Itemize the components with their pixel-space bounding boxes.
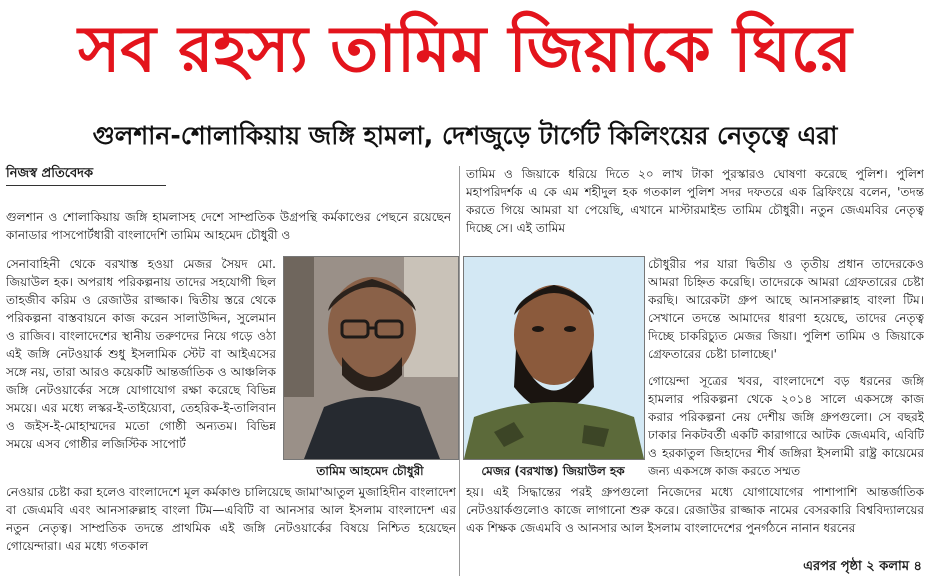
column2-right-text [648,255,924,373]
subheadline: গুলশান-শোলাকিয়ায় জঙ্গি হামলা, দেশজুড়ে টার্গেট কিলিংয়ের নেতৃত্বে এরা [92,121,838,150]
byline: নিজস্ব প্রতিবেদক [6,163,166,186]
column2-top-text [466,165,924,255]
column2-right-paragraph: চৌধুরীর পর যারা দ্বিতীয় ও তৃতীয় প্রধান তাদেরকেও আমরা চিহ্নিত করেছি। তাদেরকে আমরা গ্রেফতারের চেষ্টা করছি। আরেকটা গ্রুপ আছে আনসারুল্লাহ বাংলা টিম। সেখানে তদন্তে আমাদের ধারণা হয়েছে, তাদের নেতৃত্ব দিচ্ছে চাকরিচ্যুত মেজর জিয়া। পুলিশ তামিম ও জিয়াকে গ্রেফতারের চেষ্টা চালাচ্ছে।' [648,257,924,361]
column-divider [459,166,460,576]
column2-mid-text [648,372,924,480]
column1-top-text [6,208,451,254]
caption-tamim: তামিম আহমেদ চৌধুরী [316,464,424,478]
photo-ziaul [463,256,645,460]
column2-top-paragraph: তামিম ও জিয়াকে ধরিয়ে দিতে ২০ লাখ টাকা পুরস্কারও ঘোষণা করেছে পুলিশ। পুলিশ মহাপরিদর্শক এ কে এম শহীদুল হক গতকাল পুলিশ সদর দফতরে এক ব্রিফিংয়ে বলেন, 'তদন্ত করতে গিয়ে আমরা যা পেয়েছি, এখানে মাস্টারমাইন্ড তামিম চৌধুরী। নতুন জেএমবির নেতৃত্ব দিচ্ছে সে। এই তামিম [466,167,924,235]
headline: সব রহস্য তামিম জিয়াকে ঘিরে [78,13,852,87]
column2-mid-paragraph: গোয়েন্দা সূত্রের খবর, বাংলাদেশে বড় ধরনের জঙ্গি হামলার পরিকল্পনা থেকে ২০১৪ সালে একসঙ্গে কাজ করার পরিকল্পনা নেয় দেশীয় জঙ্গি গ্রুপগুলো। সে বছরই ঢাকার নিকটবর্তী একটি কারাগারে আটক জেএমবি, এবিটি ও হরকাতুল জিহাদের শীর্ষ জঙ্গিরা ইসলামী রাষ্ট্র কায়েমের জন্য একসঙ্গে কাজ করতে সম্মত [648,374,924,478]
caption-ziaul: মেজর (বরখাস্ত) জিয়াউল হক [481,464,625,478]
column2-bottom-paragraph: হয়। এই সিদ্ধান্তের পরই গ্রুপগুলো নিজেদের মধ্যে যোগাযোগের পাশাপাশি আন্তর্জাতিক নেটওয়ার্কগুলোও কাজে লাগানো শুরু করে। রেজাউর রাজ্জাক নামের বেসরকারি বিশ্ববিদ্যালয়ের এক শিক্ষক জেএমবি ও আনসার আল ইসলাম বাংলাদেশের পুনর্গঠনে নানান ধরনের [466,485,924,535]
column1-top-paragraph: গুলশান ও শোলাকিয়ায় জঙ্গি হামলাসহ দেশে সাম্প্রতিক উগ্রপন্থি কর্মকাণ্ডের পেছনে রয়েছেন কানাডার পাসপোর্টধারী বাংলাদেশি তামিম আহমেদ চৌধুরী ও [6,210,451,242]
photo-tamim [283,256,459,460]
column1-bottom-text [6,483,456,579]
column1-left-paragraph: সেনাবাহিনী থেকে বরখাস্ত হওয়া মেজর সৈয়দ মো. জিয়াউল হক। অপরাধ পরিকল্পনায় তাদের সহযোগী ছিল তাহজীব করিম ও রেজাউর রাজ্জাক। দ্বিতীয় স্তরে থেকে পরিকল্পনা বাস্তবায়নে কাজ করেন সালাউদ্দিন, সুলেমান ও রাজিব। বাংলাদেশের স্থানীয় তরুণদের নিয়ে গড়ে ওঠা এই জঙ্গি নেটওয়ার্ক শুধু ইসলামিক স্টেট বা আইএসের সঙ্গে নয়, তারা আরও কয়েকটি আন্তর্জাতিক ও আঞ্চলিক জঙ্গি নেটওয়ার্কের সঙ্গে যোগাযোগ রক্ষা করেছে বিভিন্ন সময়ে। এর মধ্যে লস্কর-ই-তাইয়্যেবা, তেহরিক-ই-তালিবান ও জইস-ই-মোহাম্মদের মতো গোষ্ঠী অন্যতম। বিভিন্ন সময়ে এসব গোষ্ঠীর লজিস্টিক সাপোর্ট [6,257,276,451]
portrait-tamim-illustration [284,257,458,459]
portrait-ziaul-illustration [464,257,644,459]
column1-bottom-paragraph: নেওয়ার চেষ্টা করা হলেও বাংলাদেশে মূল কর্মকাণ্ড চালিয়েছে জামা'আতুল মুজাহিদীন বাংলাদেশ বা জেএমবি এবং আনসারুল্লাহ বাংলা টিম—এবিটি বা আনসার আল ইসলাম বাংলাদেশ এর নতুন নেতৃত্ব। সাম্প্রতিক তদন্তে প্রাথমিক এই জঙ্গি নেটওয়ার্কের বিষয়ে নিশ্চিত হয়েছেন গোয়েন্দারা। এর মধ্যে গতকাল [6,485,456,553]
continued-on-page: এরপর পৃষ্ঠা ২ কলাম ৪ [799,558,922,576]
column1-left-text [6,255,276,483]
